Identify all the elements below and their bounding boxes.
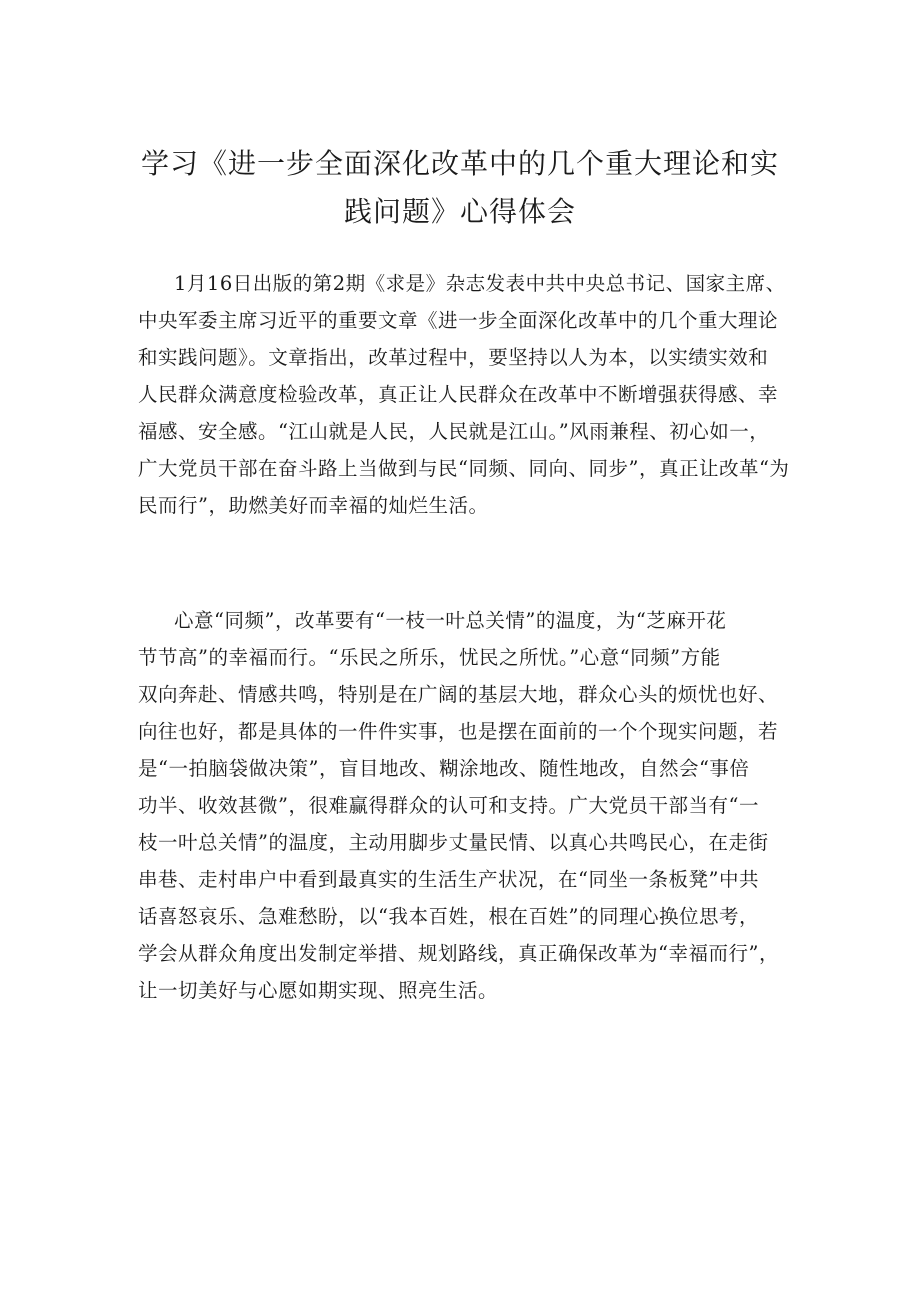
paragraph-line: 心意“同频”，改革要有“一枝一叶总关情”的温度，为“芝麻开花 bbox=[174, 609, 727, 632]
title-line: 学习《进一步全面深化改革中的几个重大理论和实 bbox=[140, 147, 779, 180]
paragraph-line: 1月16日出版的第2期《求是》杂志发表中共中央总书记、国家主席、 bbox=[174, 272, 786, 295]
paragraph-line: 人民群众满意度检验改革，真正让人民群众在改革中不断增强获得感、幸 bbox=[138, 383, 779, 406]
paragraph-line: 民而行”，助燃美好而幸福的灿烂生活。 bbox=[138, 494, 489, 517]
paragraph-line: 和实践问题》。文章指出，改革过程中，要坚持以人为本，以实绩实效和 bbox=[138, 346, 769, 369]
paragraph-line: 串巷、走村串户中看到最真实的生活生产状况，在“同坐一条板凳”中共 bbox=[138, 868, 759, 891]
document-title bbox=[140, 140, 780, 236]
title-line: 践问题》心得体会 bbox=[343, 195, 576, 228]
paragraph-line: 学会从群众角度出发制定举措、规划路线，真正确保改革为“幸福而行”， bbox=[138, 942, 779, 965]
paragraph-2 bbox=[138, 602, 798, 1009]
paragraph-1 bbox=[138, 265, 798, 524]
paragraph-line: 功半、收效甚微”，很难赢得群众的认可和支持。广大党员干部当有“一 bbox=[138, 794, 759, 817]
paragraph-line: 广大党员干部在奋斗路上当做到与民“同频、同向、同步”，真正让改革“为 bbox=[138, 457, 790, 480]
paragraph-line: 向往也好，都是具体的一件件实事，也是摆在面前的一个个现实问题，若 bbox=[138, 720, 779, 743]
paragraph-line: 福感、安全感。“江山就是人民，人民就是江山。”风雨兼程、初心如一， bbox=[138, 420, 770, 443]
paragraph-line: 中央军委主席习近平的重要文章《进一步全面深化改革中的几个重大理论 bbox=[138, 309, 779, 332]
paragraph-line: 双向奔赴、情感共鸣，特别是在广阔的基层大地，群众心头的烦忧也好、 bbox=[138, 683, 779, 706]
paragraph-line: 节节高”的幸福而行。“乐民之所乐，忧民之所忧。”心意“同频”方能 bbox=[138, 646, 721, 669]
paragraph-line: 话喜怒哀乐、急难愁盼，以“我本百姓，根在百姓”的同理心换位思考， bbox=[138, 905, 759, 928]
paragraph-line: 枝一叶总关情”的温度，主动用脚步丈量民情、以真心共鸣民心，在走街 bbox=[138, 831, 769, 854]
paragraph-line: 是“一拍脑袋做决策”，盲目地改、糊涂地改、随性地改，自然会“事倍 bbox=[138, 757, 750, 780]
paragraph-line: 让一切美好与心愿如期实现、照亮生活。 bbox=[138, 979, 499, 1002]
